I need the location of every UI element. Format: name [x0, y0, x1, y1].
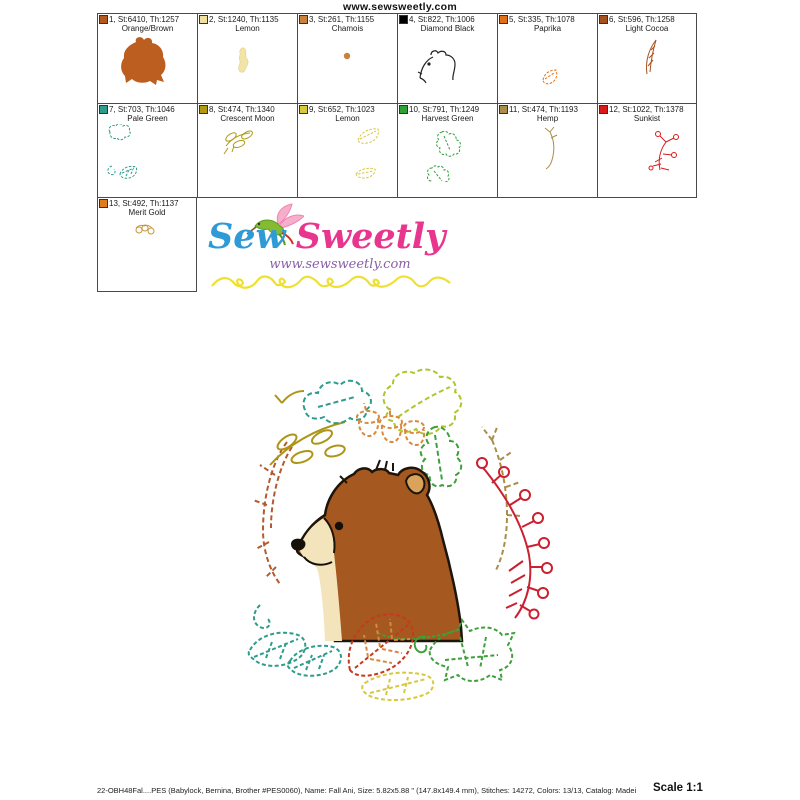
- thread-color-name: Light Cocoa: [625, 24, 669, 33]
- stitch-thread-counts: 9, St:652, Th:1023: [309, 105, 375, 114]
- logo-word-sew: Sew: [208, 216, 286, 257]
- logo-underline-squiggle: [210, 270, 454, 296]
- thread-color-swatch: [399, 105, 408, 114]
- thread-color-name: Merit Gold: [128, 208, 166, 217]
- thread-color-swatch: [199, 15, 208, 24]
- design-part-thumbnail: [198, 34, 296, 92]
- design-part-thumbnail: [98, 124, 196, 182]
- design-part-thumbnail: [398, 124, 496, 182]
- thread-color-name: Chamois: [331, 24, 364, 33]
- design-part-thumbnail: [498, 34, 596, 92]
- logo-word-sweetly: Sweetly: [295, 216, 446, 257]
- stitch-thread-counts: 4, St:822, Th:1006: [409, 15, 475, 24]
- thread-color-name: Harvest Green: [421, 114, 474, 123]
- thread-color-swatch: [99, 199, 108, 208]
- stitch-thread-counts: 8, St:474, Th:1340: [209, 105, 275, 114]
- color-cell-5: [497, 13, 597, 104]
- header-website-url: www.sewsweetly.com: [343, 1, 457, 13]
- stitch-thread-counts: 7, St:703, Th:1046: [109, 105, 175, 114]
- stitch-thread-counts: 5, St:335, Th:1078: [509, 15, 575, 24]
- stitch-thread-counts: 12, St:1022, Th:1378: [609, 105, 684, 114]
- design-part-thumbnail: [598, 34, 696, 92]
- stitch-thread-counts: 11, St:474, Th:1193: [509, 105, 578, 114]
- design-part-thumbnail: [198, 124, 296, 182]
- color-cell-9: [297, 103, 397, 198]
- design-part-thumbnail: [298, 34, 396, 92]
- thread-color-name: Pale Green: [127, 114, 168, 123]
- design-part-thumbnail: [598, 124, 696, 182]
- color-cell-1: [97, 13, 197, 104]
- thread-color-swatch: [299, 15, 308, 24]
- design-part-thumbnail: [98, 34, 196, 92]
- color-cell-12: [597, 103, 697, 198]
- thread-color-name: Diamond Black: [420, 24, 475, 33]
- thread-color-name: Orange/Brown: [121, 24, 174, 33]
- thread-color-name: Lemon: [335, 114, 360, 123]
- stitch-thread-counts: 10, St:791, Th:1249: [409, 105, 480, 114]
- thread-color-swatch: [499, 105, 508, 114]
- thread-color-name: Crescent Moon: [220, 114, 275, 123]
- color-cell-10: [397, 103, 497, 198]
- design-part-thumbnail: [298, 124, 396, 182]
- color-cell-4: [397, 13, 497, 104]
- color-cell-7: [97, 103, 197, 198]
- color-cell-3: [297, 13, 397, 104]
- color-cell-2: [197, 13, 297, 104]
- stitch-thread-counts: 6, St:596, Th:1258: [609, 15, 675, 24]
- thread-color-swatch: [199, 105, 208, 114]
- thread-color-swatch: [399, 15, 408, 24]
- stitch-thread-counts: 13, St:492, Th:1137: [109, 199, 179, 208]
- design-file-info: 22-OBH48Fal....PES (Babylock, Bernina, Brother #PES0060), Name: Fall Ani, Size: 5.82x5.88 " (147.8x149.4 mm), Stitches: 14272, Colors: 13/13, Catalog: Madei: [97, 786, 637, 795]
- embroidery-design: [230, 365, 570, 715]
- color-cell-6: [597, 13, 697, 104]
- color-cell-8: [197, 103, 297, 198]
- thread-color-swatch: [499, 15, 508, 24]
- thread-color-name: Hemp: [536, 114, 559, 123]
- thread-color-name: Sunkist: [633, 114, 661, 123]
- thread-color-name: Lemon: [235, 24, 260, 33]
- scale-label: Scale 1:1: [653, 782, 703, 794]
- logo-website-url: www.sewsweetly.com: [269, 257, 411, 272]
- stitch-thread-counts: 1, St:6410, Th:1257: [109, 15, 180, 24]
- logo-wordmark: [208, 216, 458, 257]
- color-cell-13: [97, 197, 197, 292]
- stitch-thread-counts: 2, St:1240, Th:1135: [209, 15, 279, 24]
- thread-color-swatch: [299, 105, 308, 114]
- design-part-thumbnail: [398, 34, 496, 92]
- thread-color-swatch: [599, 105, 608, 114]
- thread-color-swatch: [99, 105, 108, 114]
- design-part-thumbnail: [498, 124, 596, 182]
- stitch-thread-counts: 3, St:261, Th:1155: [309, 15, 375, 24]
- color-cell-11: [497, 103, 597, 198]
- thread-color-swatch: [99, 15, 108, 24]
- thread-color-name: Paprika: [533, 24, 562, 33]
- thread-color-swatch: [599, 15, 608, 24]
- design-part-thumbnail: [98, 218, 196, 276]
